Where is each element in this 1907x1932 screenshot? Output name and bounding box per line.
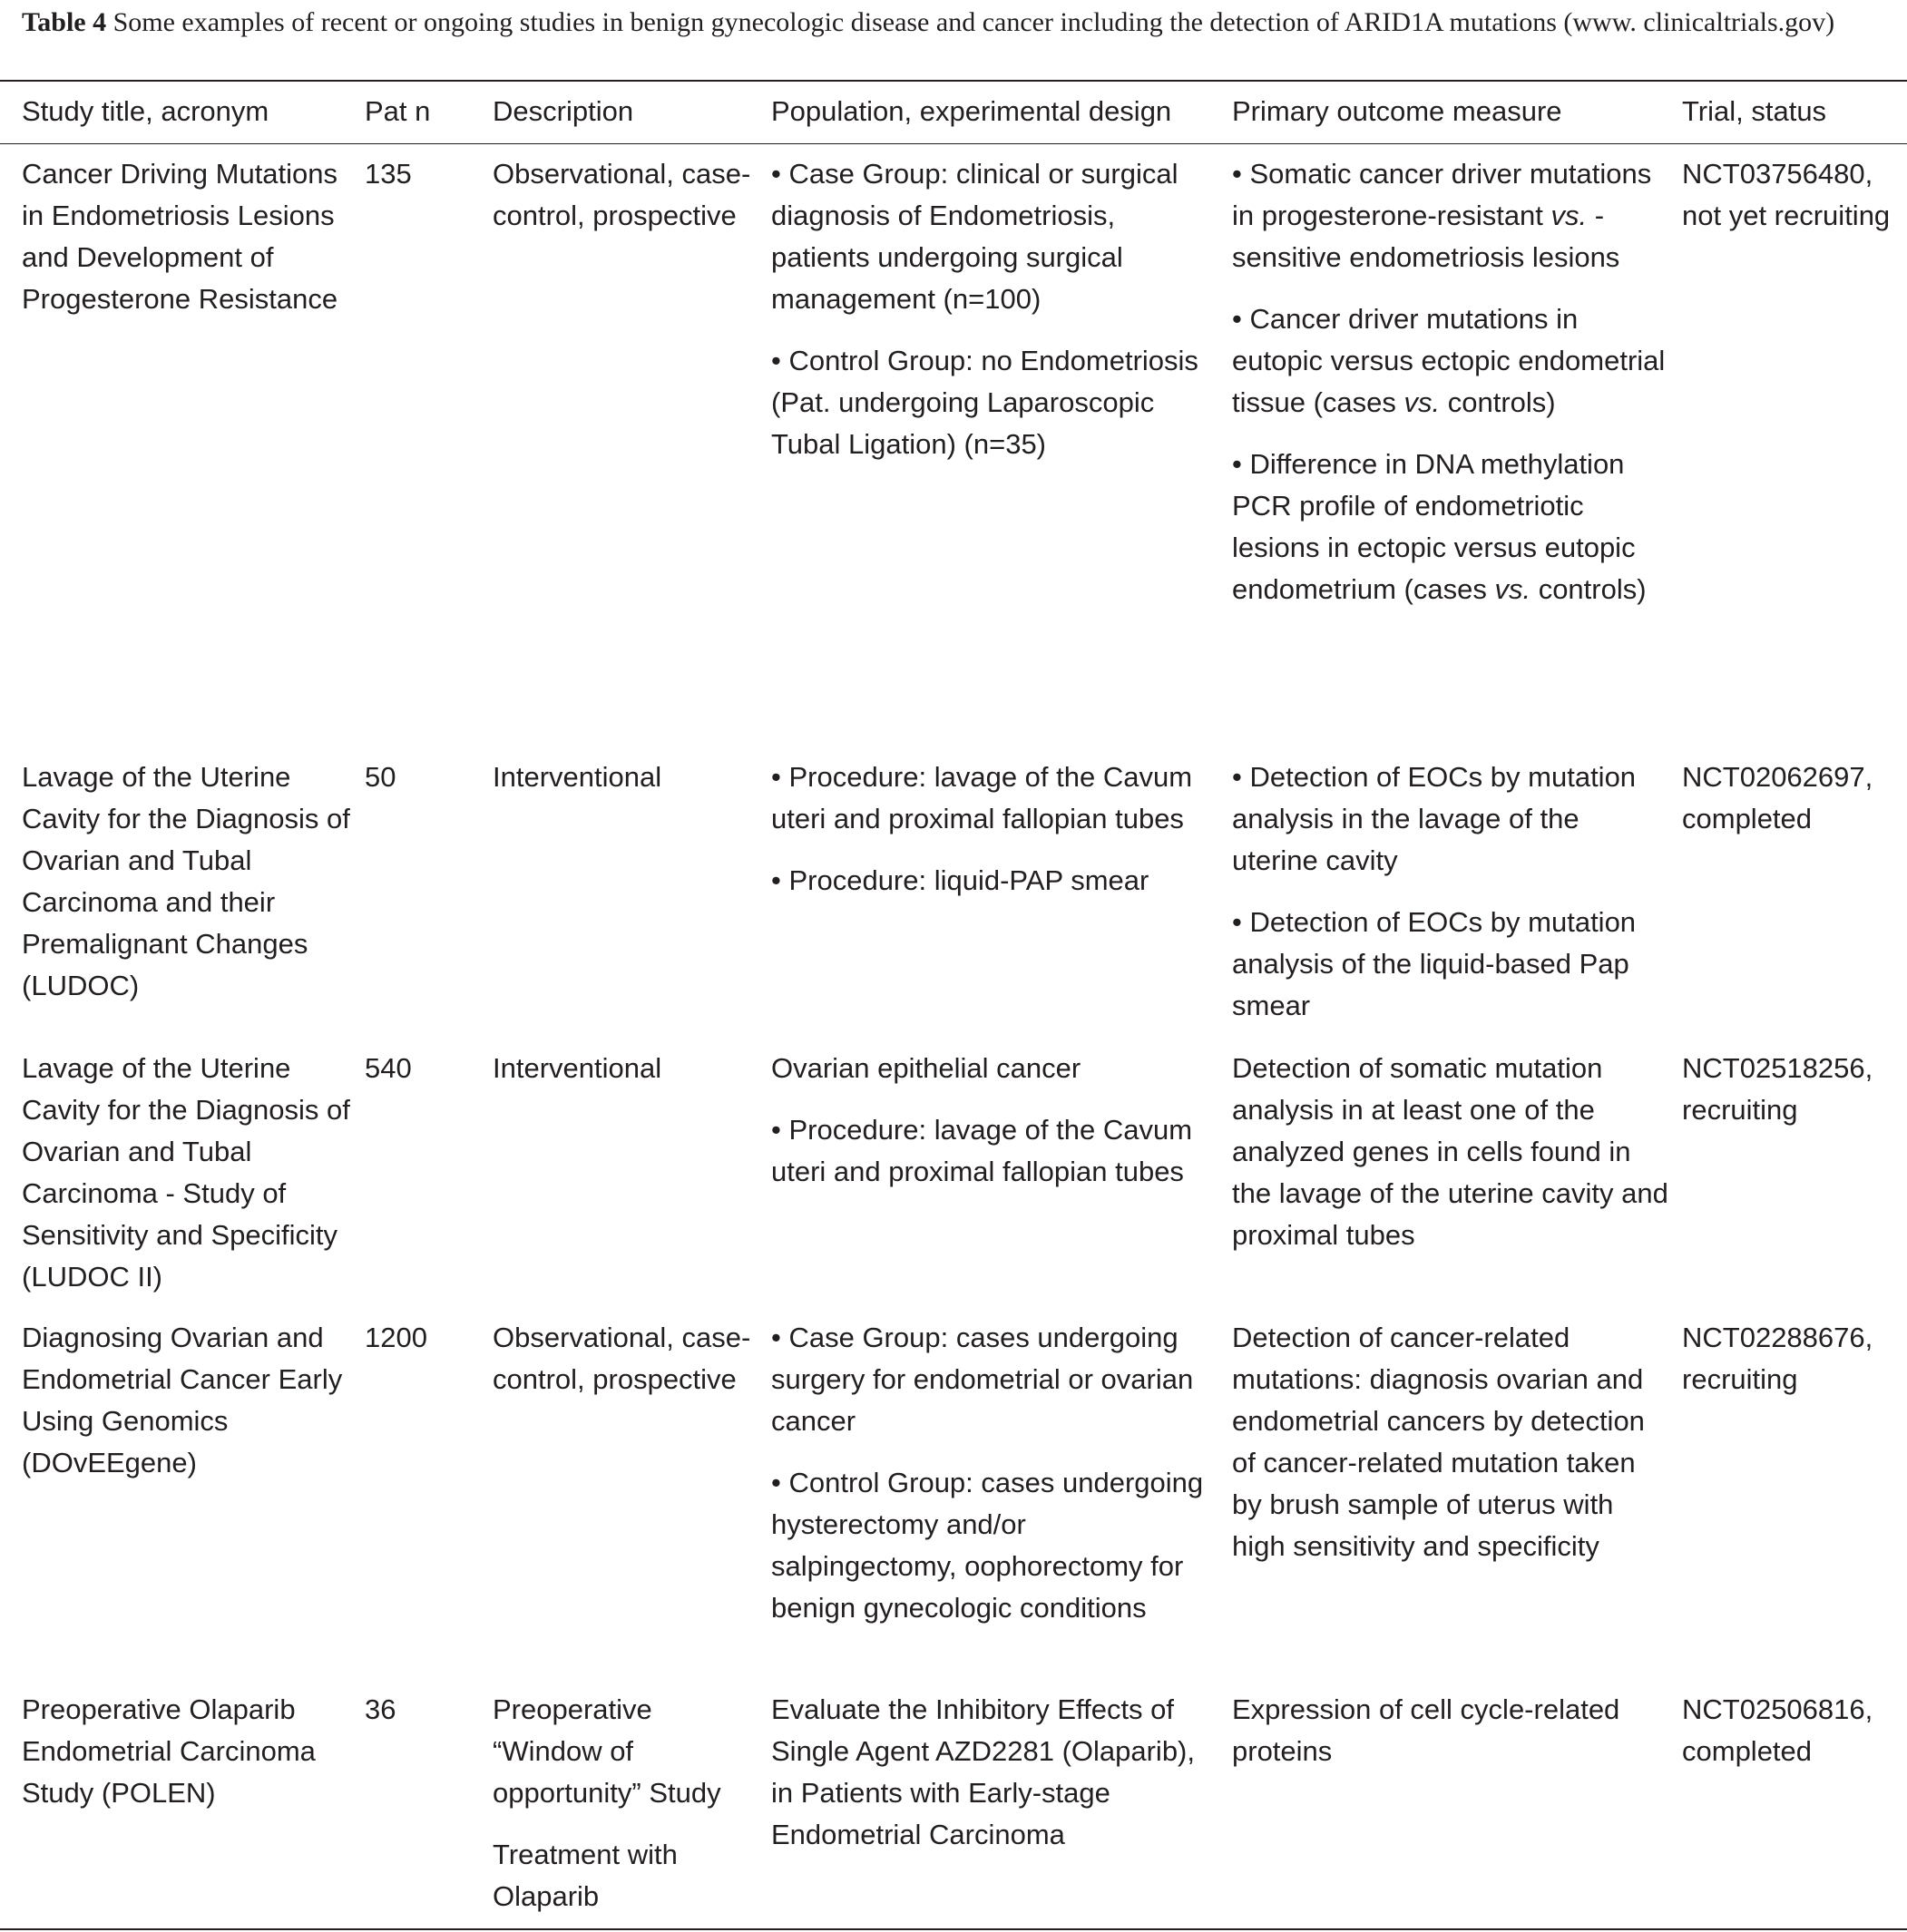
row-2-outcome bbox=[1232, 756, 1672, 1027]
row-2-population bbox=[771, 756, 1216, 902]
header-pat-n: Pat n bbox=[365, 95, 431, 127]
header-population: Population, experimental design bbox=[771, 95, 1172, 127]
row-1-outcome-item: • Somatic cancer driver mutations in progesterone-resistant vs. -sensitive endometriosis lesions bbox=[1232, 158, 1652, 273]
row-5-pat-n: 36 bbox=[365, 1693, 396, 1725]
row-3-description-text: Interventional bbox=[493, 1052, 662, 1084]
header-trial-status: Trial, status bbox=[1682, 95, 1827, 127]
table-label: Table 4 bbox=[22, 7, 107, 37]
row-5-outcome-item: Expression of cell cycle-related proteins bbox=[1232, 1693, 1620, 1767]
row-1-study-title: Cancer Driving Mutations in Endometriosis Lesions and Development of Progesterone Resistance bbox=[22, 158, 338, 315]
row-5-description-text: Preoperative “Window of opportunity” Study bbox=[493, 1693, 721, 1809]
row-1-description bbox=[493, 153, 756, 237]
row-1-outcome bbox=[1232, 153, 1672, 610]
table-top-rule bbox=[0, 80, 1907, 82]
row-3-population bbox=[771, 1048, 1216, 1193]
row-2-population-item: • Procedure: liquid-PAP smear bbox=[771, 864, 1149, 896]
row-5-description bbox=[493, 1689, 756, 1917]
row-1-description-text: Observational, case-control, prospective bbox=[493, 158, 751, 231]
row-3-population-item: • Procedure: lavage of the Cavum uteri and proximal fallopian tubes bbox=[771, 1114, 1193, 1187]
row-5-outcome bbox=[1232, 1689, 1672, 1772]
table-bottom-rule bbox=[0, 1928, 1907, 1930]
row-1-pat-n: 135 bbox=[365, 158, 412, 190]
row-1-outcome-item: • Difference in DNA methylation PCR profile of endometriotic lesions in ectopic versus eutopic endometrium (cases vs. controls) bbox=[1232, 448, 1647, 605]
row-1-outcome-item: • Cancer driver mutations in eutopic versus ectopic endometrial tissue (cases vs. controls) bbox=[1232, 303, 1666, 418]
row-3-study-title: Lavage of the Uterine Cavity for the Diagnosis of Ovarian and Tubal Carcinoma - Study of Sensitivity and Specificity (LUDOC II) bbox=[22, 1052, 350, 1293]
row-4-population-item: • Case Group: cases undergoing surgery for endometrial or ovarian cancer bbox=[771, 1322, 1194, 1437]
row-2-description-text: Interventional bbox=[493, 761, 662, 793]
row-3-trial-status: NCT02518256, recruiting bbox=[1682, 1052, 1873, 1126]
row-2-outcome-item: • Detection of EOCs by mutation analysis in the lavage of the uterine cavity bbox=[1232, 761, 1637, 876]
row-4-trial-status: NCT02288676, recruiting bbox=[1682, 1322, 1873, 1395]
header-description: Description bbox=[493, 95, 634, 127]
row-4-description bbox=[493, 1317, 756, 1400]
row-5-population-item: Evaluate the Inhibitory Effects of Single Agent AZD2281 (Olaparib), in Patients with Early-stage Endometrial Carcinoma bbox=[771, 1693, 1195, 1850]
table-caption bbox=[22, 2, 1887, 44]
row-5-population bbox=[771, 1689, 1216, 1856]
caption-text: Some examples of recent or ongoing studies in benign gynecologic disease and cancer including the detection of ARID1A mutations (www. clinicaltrials.gov) bbox=[112, 7, 1835, 37]
row-5-description-text: Treatment with Olaparib bbox=[493, 1839, 678, 1912]
row-3-description bbox=[493, 1048, 756, 1089]
row-5-study-title: Preoperative Olaparib Endometrial Carcinoma Study (POLEN) bbox=[22, 1693, 316, 1809]
row-4-outcome-item: Detection of cancer-related mutations: diagnosis ovarian and endometrial cancers by detection of cancer-related mutation taken by brush sample of uterus with high sensitivity and specificity bbox=[1232, 1322, 1645, 1562]
row-1-trial-status: NCT03756480, not yet recruiting bbox=[1682, 158, 1891, 231]
header-rule bbox=[0, 143, 1907, 144]
row-4-study-title: Diagnosing Ovarian and Endometrial Cancer Early Using Genomics (DOvEEgene) bbox=[22, 1322, 343, 1478]
row-2-pat-n: 50 bbox=[365, 761, 396, 793]
row-4-population bbox=[771, 1317, 1216, 1629]
row-1-population-item: • Control Group: no Endometriosis (Pat. undergoing Laparoscopic Tubal Ligation) (n=35) bbox=[771, 345, 1198, 460]
row-3-population-item: Ovarian epithelial cancer bbox=[771, 1052, 1081, 1084]
row-3-outcome bbox=[1232, 1048, 1672, 1256]
row-2-trial-status: NCT02062697, completed bbox=[1682, 761, 1873, 834]
header-study-title: Study title, acronym bbox=[22, 95, 269, 127]
row-2-outcome-item: • Detection of EOCs by mutation analysis of the liquid-based Pap smear bbox=[1232, 906, 1637, 1021]
row-5-trial-status: NCT02506816, completed bbox=[1682, 1693, 1873, 1767]
header-outcome: Primary outcome measure bbox=[1232, 95, 1562, 127]
row-1-population-item: • Case Group: clinical or surgical diagnosis of Endometriosis, patients undergoing surgical management (n=100) bbox=[771, 158, 1178, 315]
row-2-study-title: Lavage of the Uterine Cavity for the Diagnosis of Ovarian and Tubal Carcinoma and their Premalignant Changes (LUDOC) bbox=[22, 761, 350, 1001]
row-2-description bbox=[493, 756, 756, 798]
row-4-pat-n: 1200 bbox=[365, 1322, 427, 1353]
row-2-population-item: • Procedure: lavage of the Cavum uteri and proximal fallopian tubes bbox=[771, 761, 1193, 834]
row-3-pat-n: 540 bbox=[365, 1052, 412, 1084]
row-1-population bbox=[771, 153, 1216, 465]
row-3-outcome-item: Detection of somatic mutation analysis in at least one of the analyzed genes in cells found in the lavage of the uterine cavity and proximal tubes bbox=[1232, 1052, 1668, 1251]
row-4-outcome bbox=[1232, 1317, 1672, 1567]
row-4-population-item: • Control Group: cases undergoing hysterectomy and/or salpingectomy, oophorectomy for benign gynecologic conditions bbox=[771, 1467, 1204, 1624]
row-4-description-text: Observational, case-control, prospective bbox=[493, 1322, 751, 1395]
